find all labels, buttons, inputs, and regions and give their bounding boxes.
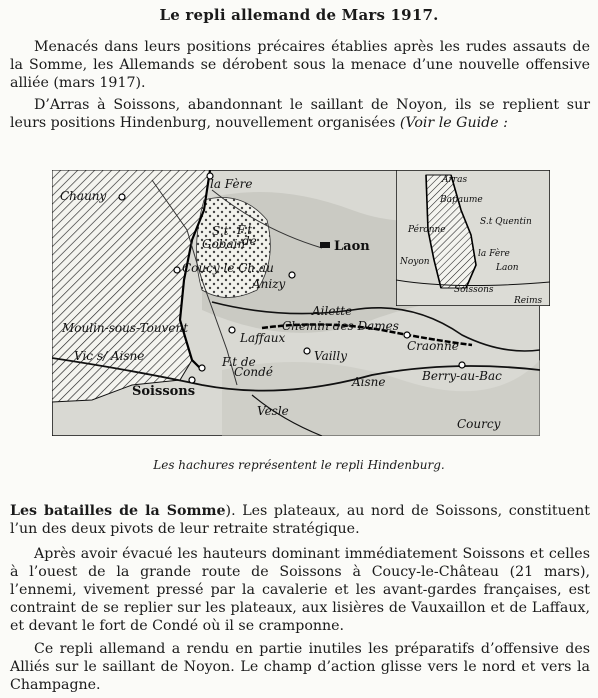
body-paragraph-1-rest: ). Les plateaux, au nord de Soissons, constituent l’un des deux pivots de leur retraite stratégique.: [10, 503, 590, 537]
intro-paragraph-2: [10, 96, 590, 132]
label-chauny: Chauny: [60, 189, 107, 203]
inset-label-noyon: Noyon: [400, 257, 430, 267]
guide-reference: (Voir le Guide :: [399, 115, 508, 131]
label-laon: Laon: [334, 239, 370, 254]
label-foret-1: F.t: [237, 223, 253, 237]
label-aisne: Aisne: [352, 375, 386, 389]
inset-label-reims: Reims: [514, 296, 543, 306]
inset-label-laon: Laon: [496, 263, 519, 273]
label-courcy: Courcy: [457, 417, 501, 431]
label-coucy: Coucy le Ch.au: [182, 261, 274, 275]
label-berry: Berry-au-Bac: [422, 369, 502, 383]
label-ailette: Ailette: [312, 304, 353, 318]
label-laffaux: Laffaux: [240, 331, 286, 345]
laon-marker: [320, 242, 330, 248]
body-paragraph-2: Après avoir évacué les hauteurs dominant immédiatement Soissons et celles à l’ouest de la grande route de Soissons à Coucy-le-Château (21 mars), l’ennemi, vivement pressé par la cavalerie et les avant-gardes françaises, est contraint de se replier sur les plateaux, aux lisières de Vauxaillon et de Laffaux, et devant le fort de Condé où il se cramponne.: [10, 546, 590, 634]
label-vic: Vic s/ Aisne: [74, 349, 145, 363]
inset-label-bapaume: Bapaume: [440, 195, 483, 205]
inset-label-la-fere: la Fère: [478, 249, 510, 259]
label-craonne: Craonne: [407, 339, 459, 353]
label-foret-2: de: [242, 234, 257, 248]
inset-map: [396, 170, 550, 306]
label-chemin-des-dames: Chemin des Dames: [282, 319, 399, 333]
label-soissons: Soissons: [132, 384, 196, 399]
label-st-gobain-1: S.t: [212, 224, 229, 238]
label-fort-2: Condé: [234, 365, 273, 379]
page-title: Le repli allemand de Mars 1917.: [159, 6, 439, 24]
label-st-gobain-2: Gobain: [202, 237, 246, 251]
inset-label-peronne: Péronne: [408, 225, 446, 235]
body-paragraph-1: [10, 502, 590, 538]
label-anizy: Anizy: [252, 277, 286, 291]
label-vesle: Vesle: [257, 404, 289, 418]
body-paragraph-3: Ce repli allemand a rendu en partie inutiles les préparatifs d’offensive des Alliés sur le saillant de Noyon. Le champ d’action glisse vers le nord et vers la Champagne.: [10, 641, 590, 693]
inset-label-st-quentin: S.t Quentin: [480, 217, 532, 227]
inset-label-soissons: Soissons: [454, 285, 494, 295]
label-fort-1: F.t de: [222, 355, 256, 369]
label-la-fere: la Fère: [210, 177, 253, 191]
label-moulin: Moulin-sous-Touvent: [62, 321, 189, 335]
inset-label-arras: Arras: [442, 175, 468, 185]
intro-paragraph-2-text: D’Arras à Soissons, abandonnant le saillant de Noyon, ils se replient sur leurs positions Hindenburg, nouvellement organisées: [10, 97, 590, 131]
label-vailly: Vailly: [314, 349, 348, 363]
intro-paragraph-1: Menacés dans leurs positions précaires établies après les rudes assauts de la Somme, les Allemands se dérobent sous la menace d’une nouvelle offensive alliée (mars 1917).: [10, 39, 590, 91]
map-caption: Les hachures représentent le repli Hindenburg.: [153, 458, 445, 472]
somme-battles-ref: Les batailles de la Somme: [10, 503, 226, 519]
